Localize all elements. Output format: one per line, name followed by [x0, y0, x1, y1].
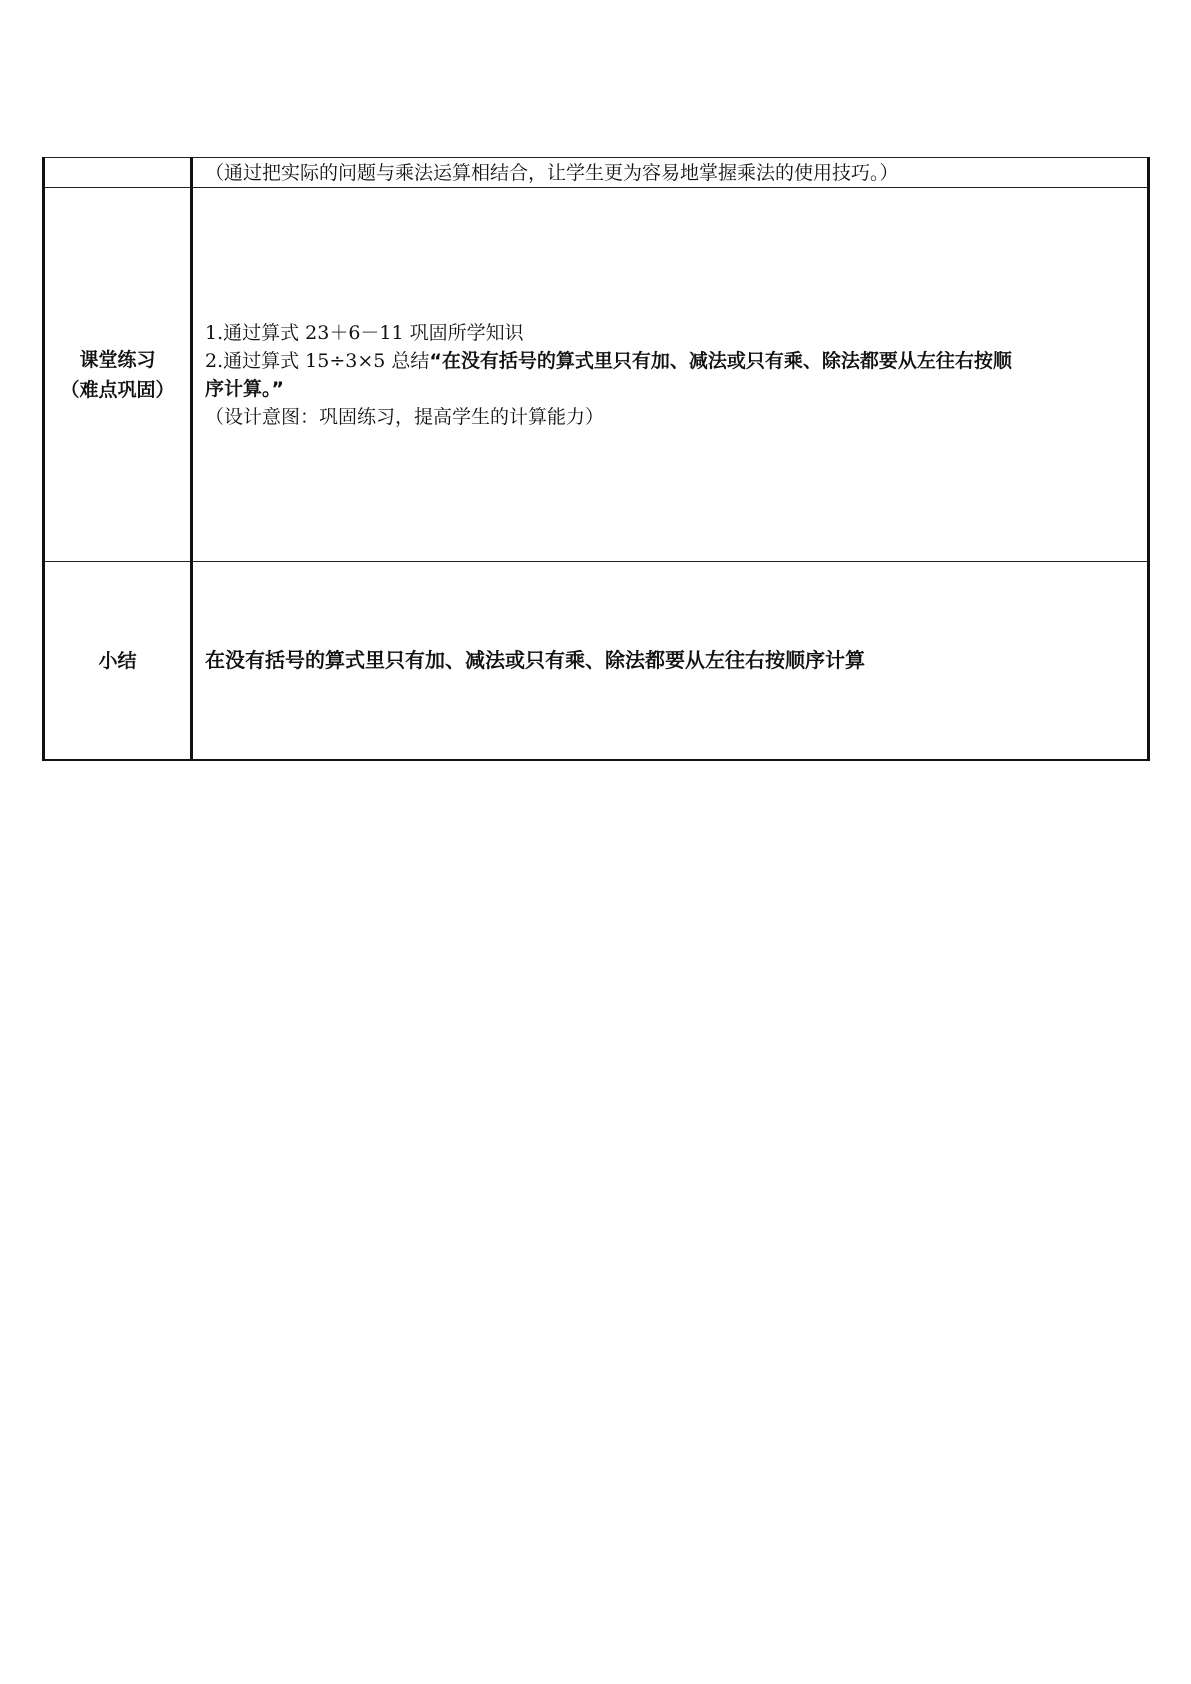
table-row: [44, 158, 1149, 188]
practice-item-2-prefix: 2.通过算式 15÷3×5 总结: [205, 349, 430, 372]
summary-content: [192, 562, 1149, 761]
label-difficulty-consolidation: （难点巩固）: [60, 378, 175, 401]
practice-item-2-rule: “在没有括号的算式里只有加、减法或只有乘、除法都要从左往右按顺: [429, 349, 1012, 372]
design-intent-note: （设计意图：巩固练习，提高学生的计算能力）: [205, 405, 605, 428]
practice-item-2-rule-continued: 序计算。”: [205, 377, 284, 400]
row-label-empty: [44, 158, 192, 188]
practice-item-2: [205, 347, 1139, 375]
table-row: [44, 188, 1149, 562]
row-label-summary: 小结: [44, 562, 192, 761]
lesson-plan-table: [42, 157, 1150, 761]
row-label-classroom-practice: [44, 188, 192, 562]
table-row: [44, 562, 1149, 761]
practice-content: [192, 188, 1149, 562]
multiplication-note: （通过把实际的问题与乘法运算相结合，让学生更为容易地掌握乘法的使用技巧。）: [192, 158, 1149, 188]
label-classroom-practice: 课堂练习: [79, 348, 156, 371]
practice-item-1: 1.通过算式 23＋6－11 巩固所学知识: [205, 321, 524, 344]
summary-rule-text: 在没有括号的算式里只有加、减法或只有乘、除法都要从左往右按顺序计算: [205, 648, 865, 672]
